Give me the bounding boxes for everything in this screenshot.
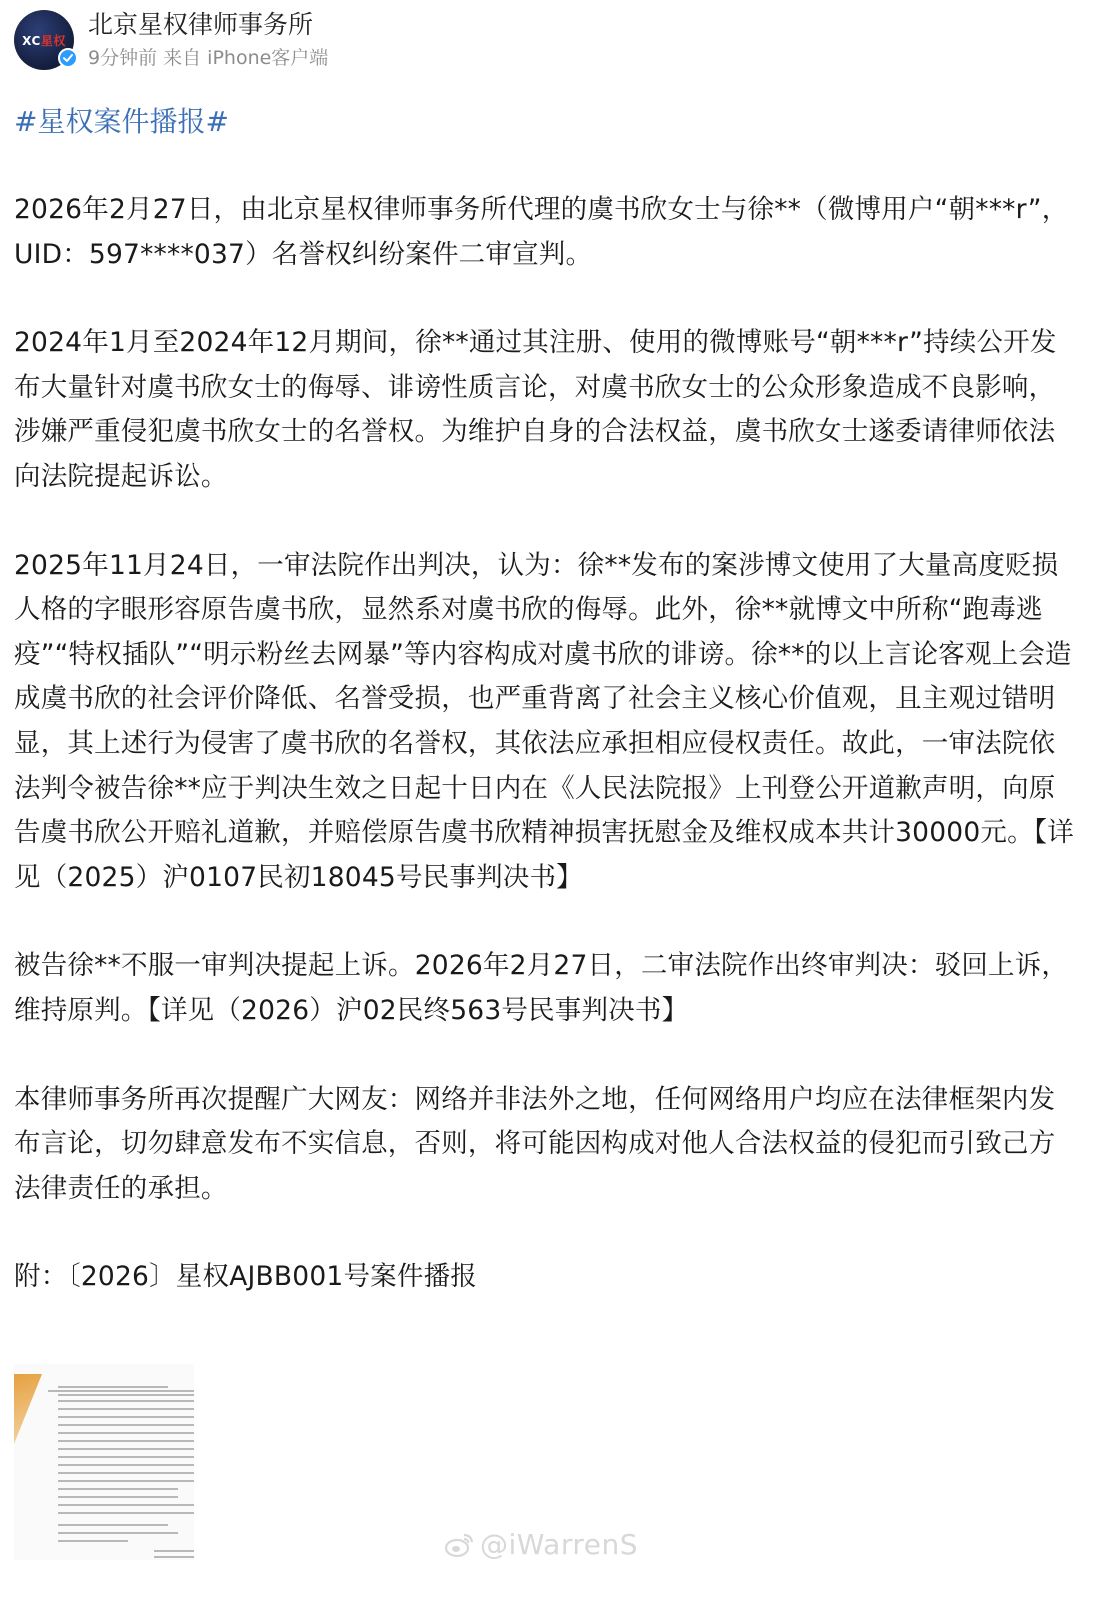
post-meta: 9分钟前 来自 iPhone客户端 — [88, 47, 329, 69]
weibo-logo-icon — [444, 1532, 474, 1558]
document-text-line — [58, 1386, 168, 1388]
document-text-line — [58, 1424, 194, 1426]
user-block — [88, 8, 328, 72]
post-paragraph: 被告徐**不服一审判决提起上诉。2026年2月27日，二审法院作出终审判决：驳回上诉，维持原判。【详见（2026）沪02民终563号民事判决书】 — [14, 950, 1069, 1026]
account-name[interactable]: 北京星权律师事务所 — [88, 10, 314, 39]
document-corner-decoration — [14, 1374, 42, 1444]
document-text-line — [58, 1440, 194, 1442]
document-text-line — [58, 1394, 194, 1396]
document-text-line — [58, 1532, 178, 1534]
hashtag-link[interactable]: #星权案件播报# — [14, 105, 229, 138]
document-text-line — [58, 1400, 194, 1402]
post-paragraph: 2024年1月至2024年12月期间，徐**通过其注册、使用的微博账号“朝***r”持续公开发布大量针对虞书欣女士的侮辱、诽谤性质言论，对虞书欣女士的公众形象造成不良影响，涉嫌严重侵犯虞书欣女士的名誉权。为维护自身的合法权益，虞书欣女士遂委请律师依法向法院提起诉讼。 — [14, 327, 1057, 492]
document-text-line — [58, 1488, 178, 1490]
weibo-watermark — [444, 1528, 638, 1561]
post-paragraph: 本律师事务所再次提醒广大网友：网络并非法外之地，任何网络用户均应在法律框架内发布言论，切勿肆意发布不实信息，否则，将可能因构成对他人合法权益的侵犯而引致己方法律责任的承担。 — [14, 1083, 1056, 1204]
document-text-line — [58, 1456, 194, 1458]
avatar-container[interactable] — [14, 10, 74, 70]
document-text-line — [154, 1550, 194, 1552]
verified-badge-icon — [58, 48, 78, 68]
document-text-line — [58, 1464, 194, 1466]
post-paragraph: 2025年11月24日，一审法院作出判决，认为：徐**发布的案涉博文使用了大量高度贬损人格的字眼形容原告虞书欣，显然系对虞书欣的侮辱。此外，徐**就博文中所称“跑毒逃疫”“特权插队”“明示粉丝去网暴”等内容构成对虞书欣的诽谤。徐**的以上言论客观上会造成虞书欣的社会评价降低、名誉受损，也严重背离了社会主义核心价值观，且主观过错明显，其上述行为侵害了虞书欣的名誉权，其依法应承担相应侵权责任。故此，一审法院依法判令被告徐**应于判决生效之日起十日内在《人民法院报》上刊登公开道歉声明，向原告虞书欣公开赔礼道歉，并赔偿原告虞书欣精神损害抚慰金及维权成本共计30000元。【详见（2025）沪0107民初18045号民事判决书】 — [14, 549, 1074, 893]
document-text-line — [58, 1448, 194, 1450]
document-text-line — [58, 1480, 194, 1482]
watermark-text: @iWarrenS — [480, 1528, 638, 1561]
document-text-line — [58, 1540, 128, 1542]
attached-document-image[interactable] — [14, 1364, 194, 1560]
post-paragraph: 2026年2月27日，由北京星权律师事务所代理的虞书欣女士与徐**（微博用户“朝***r”，UID：597****037）名誉权纠纷案件二审宣判。 — [14, 194, 1069, 270]
post-header — [14, 8, 328, 72]
document-text-line — [58, 1472, 194, 1474]
document-text-line — [58, 1524, 168, 1526]
document-text-line — [58, 1416, 194, 1418]
post-body — [14, 100, 1074, 1300]
document-text-line — [58, 1512, 194, 1514]
document-text-line — [58, 1496, 178, 1498]
document-text-line — [48, 1390, 194, 1392]
document-text-line — [58, 1432, 194, 1434]
document-text-line — [58, 1504, 194, 1506]
document-text-line — [58, 1408, 194, 1410]
avatar-logo: XC星权 — [22, 33, 66, 48]
document-text-line — [154, 1556, 194, 1558]
attachment-caption: 附：〔2026〕星权AJBB001号案件播报 — [14, 1261, 477, 1293]
